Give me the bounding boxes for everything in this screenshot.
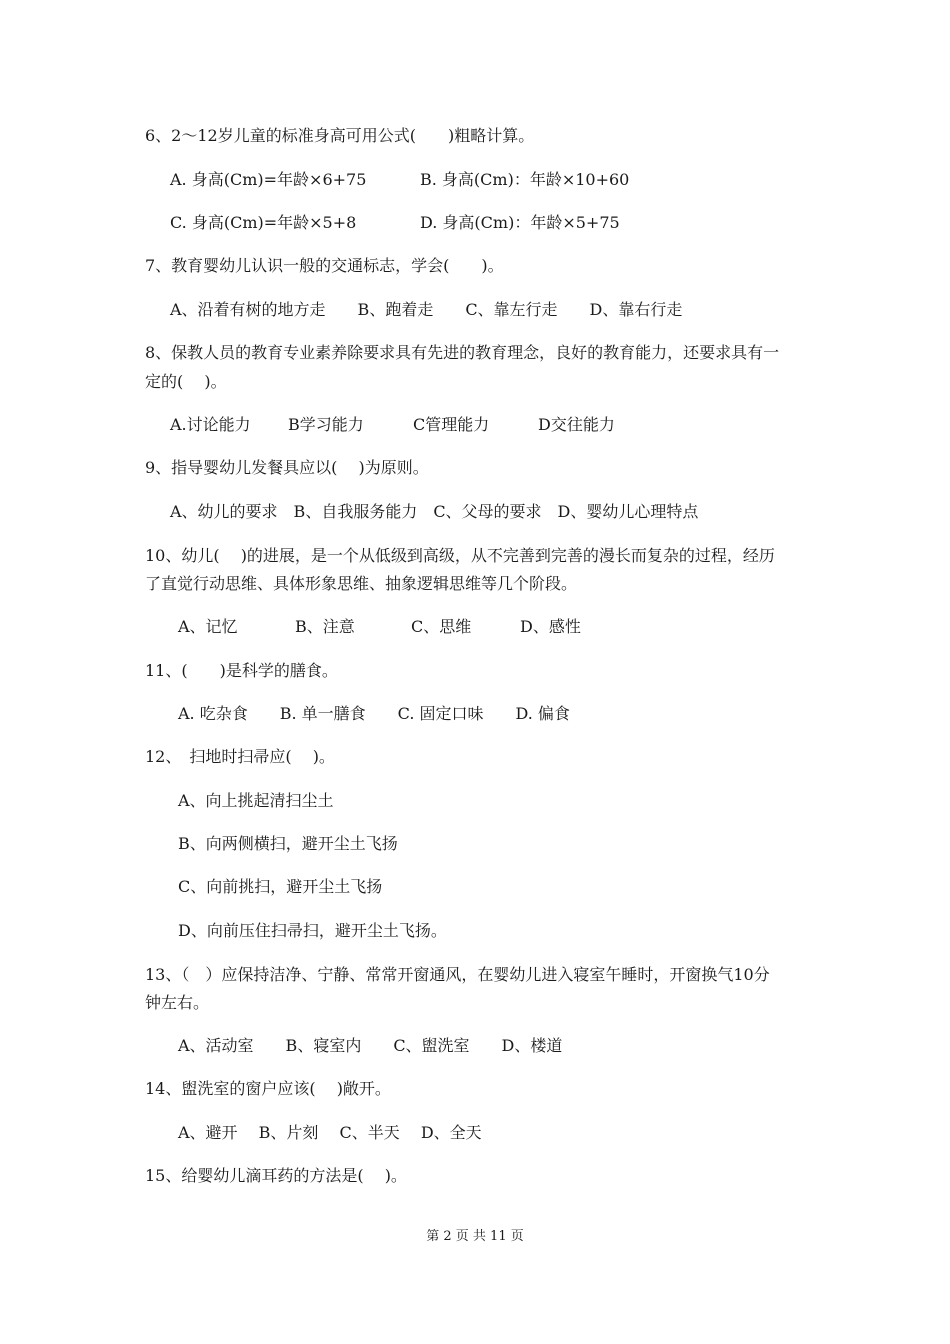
question-12-stem: 12、 扫地时扫帚应( )。 (145, 747, 335, 766)
option-c: C、思维 (411, 617, 472, 636)
option-b: B. 身高(Cm)：年龄×10+60 (420, 170, 630, 189)
question-11-stem: 11、( )是科学的膳食。 (145, 661, 338, 680)
question-12-option-b: B、向两侧横扫，避开尘土飞扬 (178, 834, 398, 853)
question-14-options: A、避开 B、片刻 C、半天 D、全天 (178, 1123, 482, 1142)
option-d: D. 身高(Cm)：年龄×5+75 (420, 213, 620, 232)
question-13-options: A、活动室 B、寝室内 C、盥洗室 D、楼道 (178, 1036, 563, 1055)
question-12-option-c: C、向前挑扫，避开尘土飞扬 (178, 877, 383, 896)
option-b: B学习能力 (288, 415, 364, 434)
question-13-stem-line-1: 13、（ ）应保持洁净、宁静、常常开窗通风，在婴幼儿进入寝室午睡时，开窗换气10分 (145, 965, 770, 984)
question-9-options: A、幼儿的要求 B、自我服务能力 C、父母的要求 D、婴幼儿心理特点 (170, 502, 699, 521)
question-10-stem-line-1: 10、幼儿( )的进展，是一个从低级到高级，从不完善到完善的漫长而复杂的过程，经历 (145, 546, 775, 565)
question-15-stem: 15、给婴幼儿滴耳药的方法是( )。 (145, 1166, 407, 1185)
question-8-stem-line-1: 8、保教人员的教育专业素养除要求具有先进的教育理念，良好的教育能力，还要求具有一 (145, 343, 780, 362)
question-9-stem: 9、指导婴幼儿发餐具应以( )为原则。 (145, 458, 429, 477)
question-6-options-row-1 (170, 169, 770, 191)
question-6-options-row-2 (170, 212, 770, 234)
question-14-stem: 14、盥洗室的窗户应该( )敞开。 (145, 1079, 391, 1098)
question-10-stem-line-2: 了直觉行动思维、具体形象思维、抽象逻辑思维等几个阶段。 (145, 574, 578, 593)
question-11-options: A. 吃杂食 B. 单一膳食 C. 固定口味 D. 偏食 (178, 704, 570, 723)
question-6-stem: 6、2～12岁儿童的标准身高可用公式( )粗略计算。 (145, 126, 535, 145)
option-c: C. 身高(Cm)=年龄×5+8 (170, 213, 357, 232)
question-8-stem-line-2: 定的( )。 (145, 372, 227, 391)
option-a: A、记忆 (178, 617, 238, 636)
option-d: D、感性 (520, 617, 581, 636)
question-13-stem-line-2: 钟左右。 (145, 993, 210, 1012)
option-b: B、注意 (295, 617, 355, 636)
question-12-option-d: D、向前压住扫帚扫，避开尘土飞扬。 (178, 921, 447, 940)
option-c: C管理能力 (413, 415, 490, 434)
question-12-option-a: A、向上挑起清扫尘土 (178, 791, 334, 810)
question-8-options (170, 414, 770, 436)
page-number-footer: 第 2 页 共 11 页 (426, 1229, 524, 1244)
option-a: A. 身高(Cm)=年龄×6+75 (170, 170, 367, 189)
option-a: A.讨论能力 (170, 415, 251, 434)
question-7-options: A、沿着有树的地方走 B、跑着走 C、靠左行走 D、靠右行走 (170, 300, 683, 319)
question-10-options (170, 616, 770, 638)
question-7-stem: 7、教育婴幼儿认识一般的交通标志，学会( )。 (145, 256, 504, 275)
option-d: D交往能力 (538, 415, 615, 434)
